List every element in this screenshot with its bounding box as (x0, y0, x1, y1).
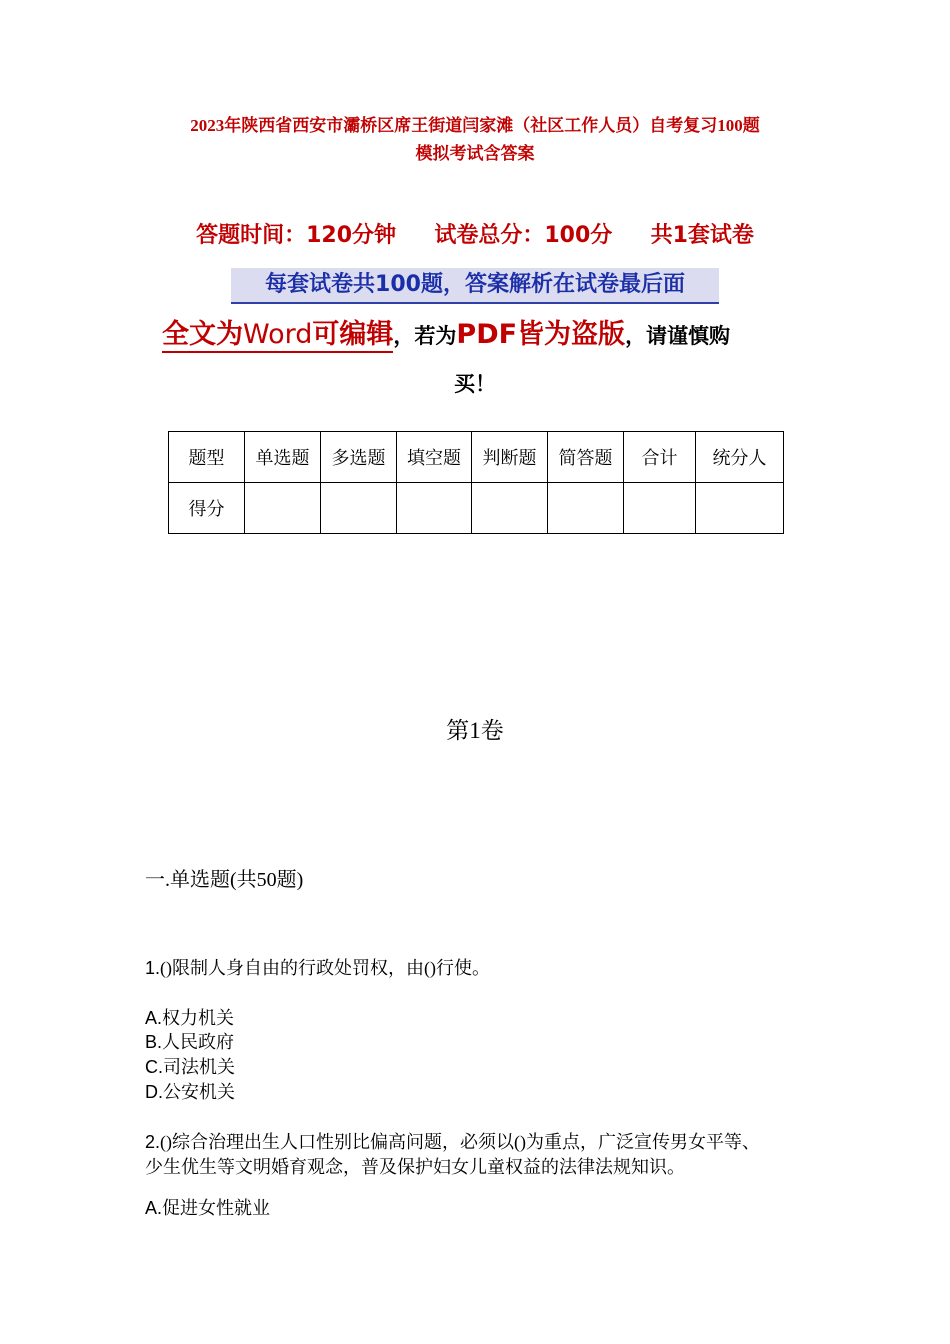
answer-notice: 每套试卷共100题，答案解析在试卷最后面 (231, 268, 719, 304)
score-cell[interactable] (321, 483, 397, 534)
score-cell[interactable] (472, 483, 548, 534)
option-d[interactable] (145, 1080, 235, 1105)
title-line-1: 2023年陕西省西安市灞桥区席王街道闫家滩（社区工作人员）自考复习100题 (190, 116, 760, 135)
score-header-cell: 判断题 (472, 432, 548, 483)
option-text: 司法机关 (163, 1057, 235, 1077)
option-c[interactable] (145, 1055, 235, 1080)
exam-meta (0, 218, 950, 249)
option-letter: D. (145, 1082, 163, 1102)
question-text-line-1: ()综合治理出生人口性别比偏高问题，必须以()为重点，广泛宣传男女平等、 (160, 1132, 760, 1152)
option-letter: C. (145, 1057, 163, 1077)
word-part-4: ，若为 (393, 324, 457, 348)
question-2 (145, 1130, 815, 1180)
option-letter: B. (145, 1032, 163, 1052)
section-title: 一.单选题(共50题) (145, 869, 304, 891)
exam-time: 答题时间：120分钟 (196, 223, 397, 248)
question-number: 2. (145, 1132, 161, 1152)
question-text: ()限制人身自由的行政处罚权，由()行使。 (160, 958, 490, 978)
option-a[interactable] (145, 1196, 270, 1221)
option-text: 公安机关 (163, 1082, 235, 1102)
option-text: 人民政府 (162, 1032, 235, 1052)
score-header-cell: 单选题 (245, 432, 321, 483)
page-title (130, 112, 820, 168)
word-part-2: Word (243, 319, 313, 350)
option-a[interactable] (145, 1006, 234, 1031)
option-text: 促进女性就业 (162, 1198, 271, 1218)
score-cell[interactable] (624, 483, 696, 534)
exam-total-score: 试卷总分：100分 (434, 223, 613, 248)
question-text-line-2: 少生优生等文明婚育观念，普及保护妇女儿童权益的法律法规知识。 (145, 1157, 685, 1177)
option-letter: A. (145, 1008, 163, 1028)
score-header-cell: 简答题 (548, 432, 624, 483)
score-header-cell: 题型 (169, 432, 245, 483)
word-part-1: 全文为 (162, 319, 243, 350)
score-label-cell: 得分 (169, 483, 245, 534)
score-table-header-row (169, 432, 784, 483)
score-header-cell: 合计 (624, 432, 696, 483)
volume-title: 第1卷 (446, 718, 504, 743)
title-line-2: 模拟考试含答案 (415, 144, 535, 163)
option-text: 权力机关 (162, 1008, 235, 1028)
buy-warning: 买！ (454, 372, 496, 396)
word-part-5: PDF皆为盗版 (456, 319, 626, 350)
word-notice (162, 312, 802, 351)
exam-sets: 共1套试卷 (650, 223, 754, 248)
option-letter: A. (145, 1198, 163, 1218)
option-b[interactable] (145, 1030, 234, 1055)
question-number: 1. (145, 958, 161, 978)
score-table (168, 431, 784, 534)
score-header-cell: 多选题 (321, 432, 397, 483)
score-cell[interactable] (245, 483, 321, 534)
word-part-6: ，请谨慎购 (625, 324, 731, 348)
score-header-cell: 填空题 (397, 432, 472, 483)
question-1 (145, 956, 490, 981)
score-cell[interactable] (397, 483, 472, 534)
word-editable-label (162, 319, 394, 353)
score-cell[interactable] (548, 483, 624, 534)
score-header-cell: 统分人 (696, 432, 784, 483)
score-table-score-row (169, 483, 784, 534)
score-cell[interactable] (696, 483, 784, 534)
word-part-3: 可编辑 (312, 319, 394, 350)
